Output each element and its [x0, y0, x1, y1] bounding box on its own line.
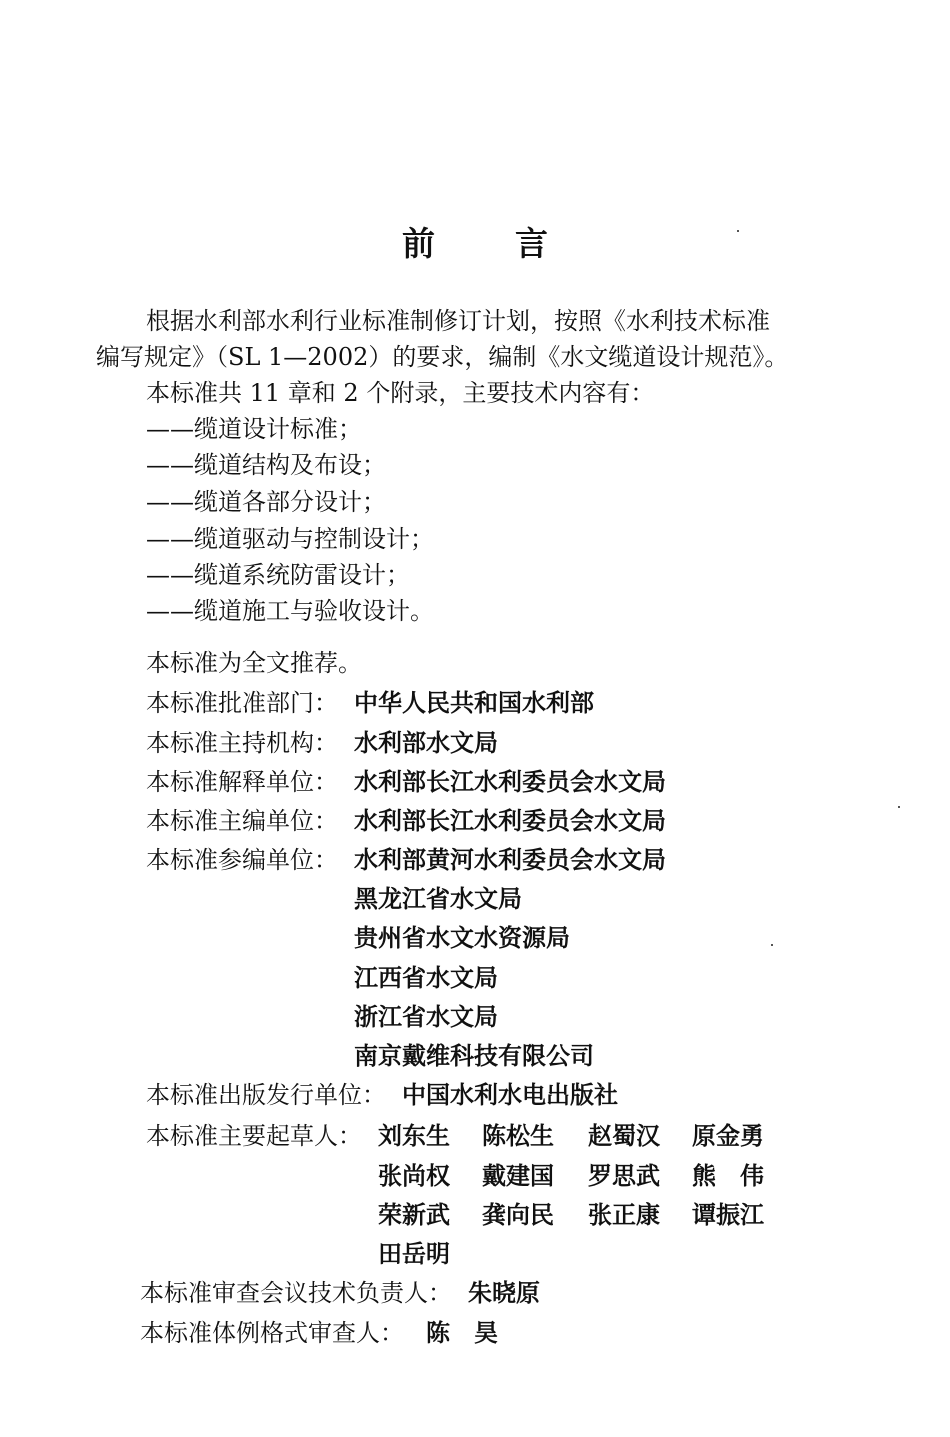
approval-row — [146, 688, 594, 718]
chief-label: 本标准主编单位： — [146, 807, 338, 835]
approval-label: 本标准批准部门： — [146, 689, 338, 717]
drafter-name: 熊 伟 — [692, 1162, 764, 1190]
reviewer-value: 朱晓原 — [468, 1279, 540, 1307]
scan-speck — [737, 230, 739, 232]
content-item: ——缆道结构及布设； — [146, 451, 386, 479]
intro-line-2: 编写规定》（SL 1—2002）的要求，编制《水文缆道设计规范》。 — [96, 343, 789, 371]
content-item: ——缆道设计标准； — [146, 415, 362, 443]
host-row — [146, 728, 498, 758]
drafter-name: 陈松生 — [482, 1122, 554, 1150]
drafter-name: 罗思武 — [588, 1162, 660, 1190]
format-reviewer-value: 陈 昊 — [426, 1319, 498, 1347]
interpret-label: 本标准解释单位： — [146, 768, 338, 796]
drafter-name: 刘东生 — [378, 1122, 450, 1150]
format-reviewer-label: 本标准体例格式审查人： — [140, 1319, 404, 1347]
drafter-name: 赵蜀汉 — [588, 1122, 660, 1150]
drafter-name: 荣新武 — [378, 1201, 450, 1229]
content-item: ——缆道驱动与控制设计； — [146, 525, 434, 553]
content-item: ——缆道施工与验收设计。 — [146, 597, 434, 625]
intro-line-3: 本标准共 11 章和 2 个附录，主要技术内容有： — [146, 379, 655, 407]
approval-value: 中华人民共和国水利部 — [354, 689, 594, 717]
participant-item: 水利部黄河水利委员会水文局 — [354, 846, 666, 874]
page-title: 前言 — [402, 224, 628, 263]
publisher-value: 中国水利水电出版社 — [402, 1081, 618, 1109]
publisher-row — [146, 1080, 618, 1110]
interpret-value: 水利部长江水利委员会水文局 — [354, 768, 666, 796]
participants-row — [146, 845, 666, 875]
drafter-name: 张正康 — [588, 1201, 660, 1229]
publisher-label: 本标准出版发行单位： — [146, 1081, 386, 1109]
participant-item: 浙江省水文局 — [354, 1003, 498, 1031]
content-item: ——缆道各部分设计； — [146, 488, 386, 516]
interpret-row — [146, 767, 666, 797]
participants-label: 本标准参编单位： — [146, 846, 338, 874]
participant-item: 黑龙江省水文局 — [354, 885, 522, 913]
recommend-note: 本标准为全文推荐。 — [146, 649, 362, 677]
drafters-label: 本标准主要起草人： — [146, 1122, 362, 1150]
participant-item: 贵州省水文水资源局 — [354, 924, 570, 952]
chief-row — [146, 806, 666, 836]
drafter-name: 张尚权 — [378, 1162, 450, 1190]
chief-value: 水利部长江水利委员会水文局 — [354, 807, 666, 835]
participant-item: 南京戴维科技有限公司 — [354, 1042, 594, 1070]
host-value: 水利部水文局 — [354, 729, 498, 757]
participant-item: 江西省水文局 — [354, 964, 498, 992]
drafter-name: 田岳明 — [378, 1240, 450, 1268]
scan-speck — [771, 944, 773, 946]
drafter-name: 龚向民 — [482, 1201, 554, 1229]
reviewer-label: 本标准审查会议技术负责人： — [140, 1279, 452, 1307]
format-reviewer-row — [140, 1318, 498, 1348]
intro-line-1: 根据水利部水利行业标准制修订计划，按照《水利技术标准 — [146, 307, 770, 335]
drafter-name: 戴建国 — [482, 1162, 554, 1190]
content-item: ——缆道系统防雷设计； — [146, 561, 410, 589]
scan-speck — [898, 806, 900, 808]
reviewer-row — [140, 1278, 540, 1308]
host-label: 本标准主持机构： — [146, 729, 338, 757]
drafter-name: 原金勇 — [692, 1122, 764, 1150]
drafter-name: 谭振江 — [692, 1201, 764, 1229]
